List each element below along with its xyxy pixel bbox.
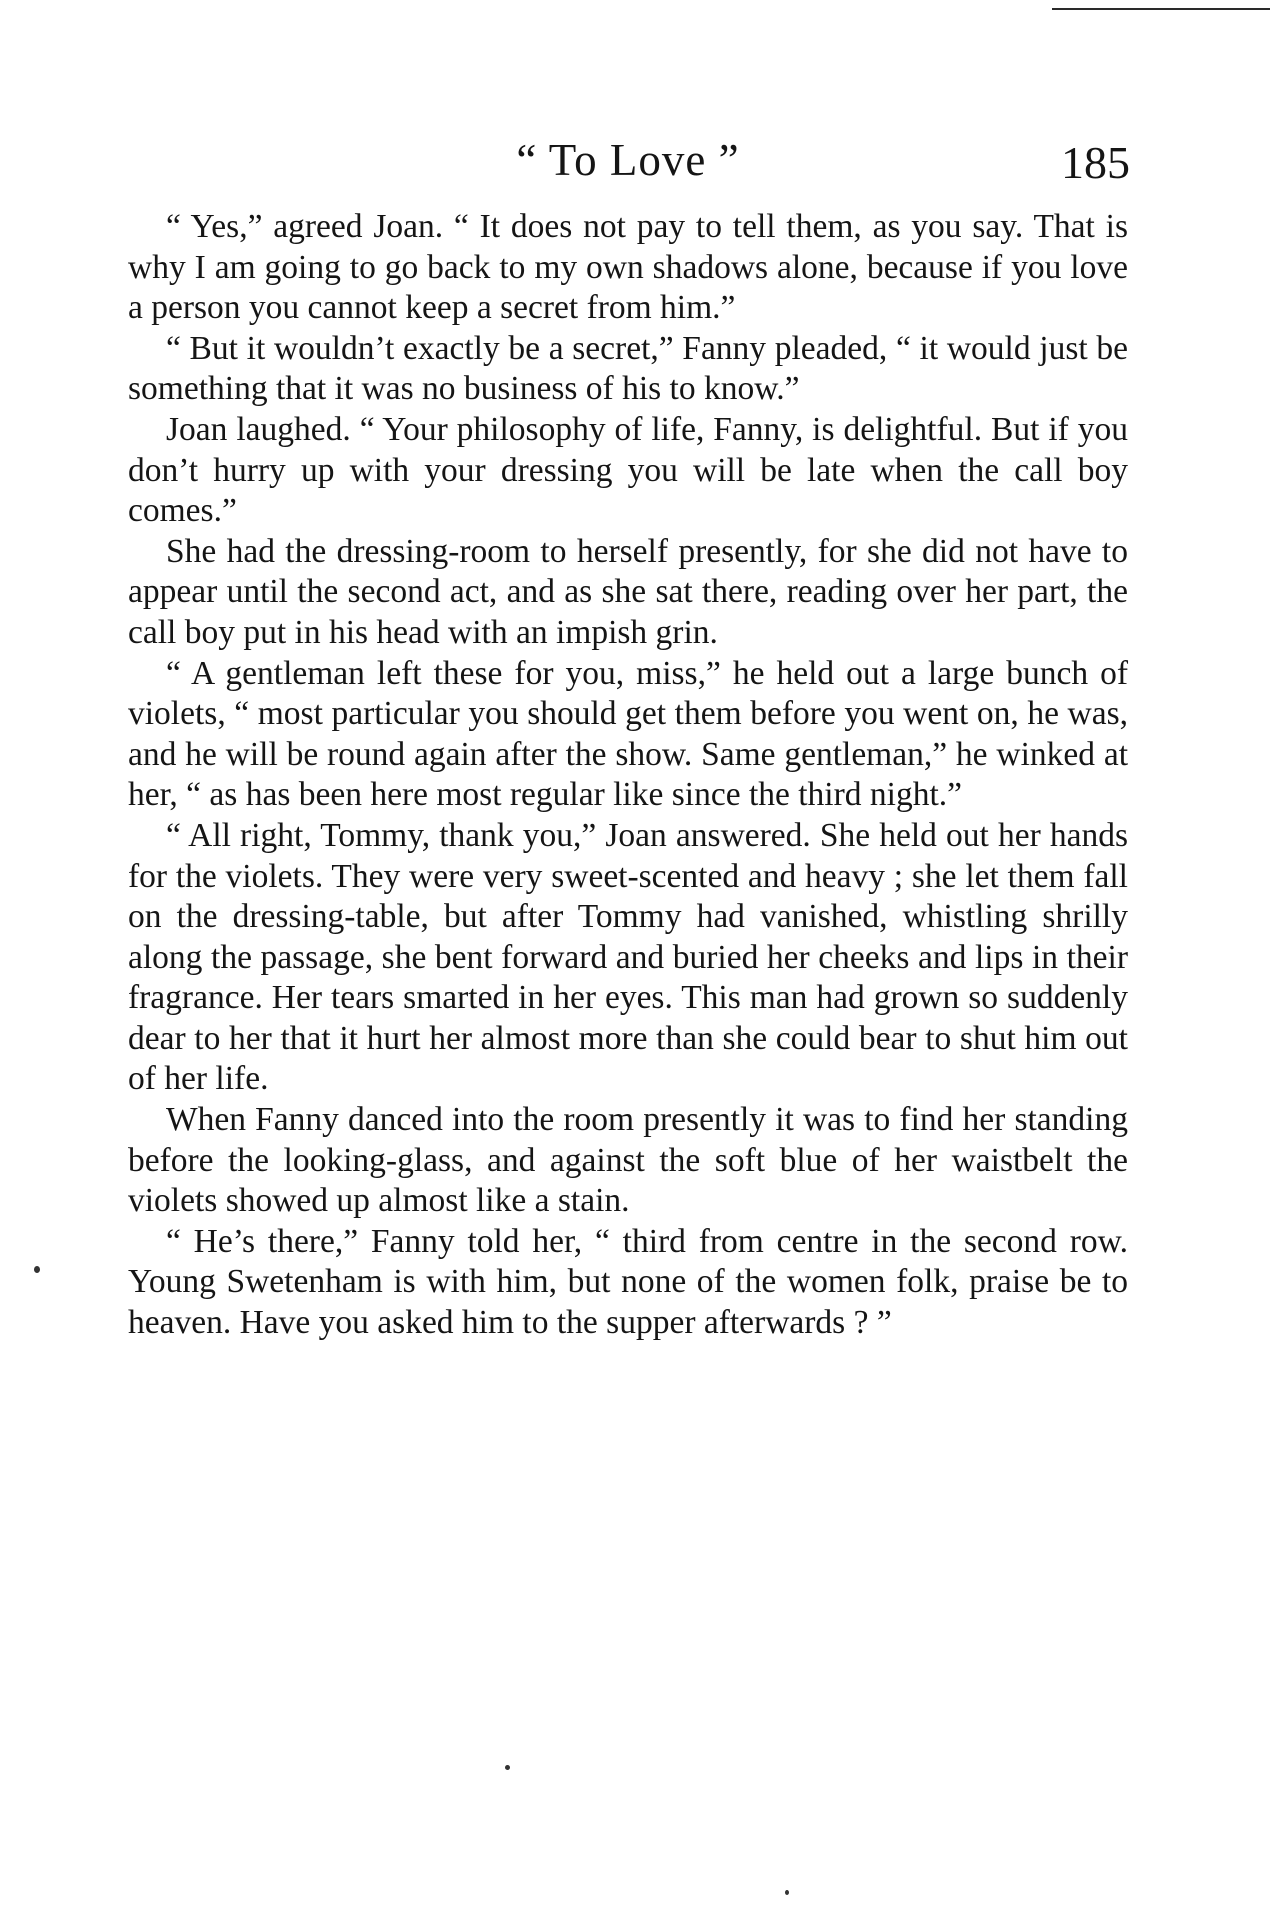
paragraph: “ He’s there,” Fanny told her, “ third from centre in the second row. Young Swetenham is with him, but none of the women folk, praise be to heaven. Have you asked him to the supper afterwards ? ” bbox=[128, 1222, 1128, 1342]
body-text bbox=[128, 207, 1128, 1344]
paragraph: “ Yes,” agreed Joan. “ It does not pay to tell them, as you say. That is why I am going to go back to my own shadows alone, because if you love a person you cannot keep a secret from him.” bbox=[128, 208, 1128, 327]
paragraph: Joan laughed. “ Your philosophy of life, Fanny, is delightful. But if you don’t hurry up with your dressing you will be late when the call boy comes.” bbox=[128, 410, 1128, 530]
paragraph: “ A gentleman left these for you, miss,” he held out a large bunch of violets, “ most particular you should get them before you went on, he was, and he will be round again after the show. Same gentleman,” he winked at her, “ as has been here most regular like since the third night.” bbox=[128, 654, 1128, 814]
paragraph: “ All right, Tommy, thank you,” Joan answered. She held out her hands for the violets. They were very sweet-scented and heavy ; she let them fall on the dressing-table, but after Tommy had vanished, whistling shrilly along the passage, she bent forward and buried her cheeks and lips in their fragrance. Her tears smarted in her eyes. This man had grown so suddenly dear to her that it hurt her almost more than she could bear to shut him out of her life. bbox=[128, 816, 1128, 1098]
page-number: 185 bbox=[1061, 137, 1130, 188]
top-rule bbox=[1052, 8, 1270, 10]
scan-speck bbox=[505, 1765, 510, 1770]
paragraph: “ But it wouldn’t exactly be a secret,” Fanny pleaded, “ it would just be something that it was no business of his to know.” bbox=[128, 329, 1128, 408]
scan-speck bbox=[34, 1266, 40, 1273]
scan-speck bbox=[785, 1890, 789, 1895]
paragraph: When Fanny danced into the room presently it was to find her standing before the looking-glass, and against the soft blue of her waistbelt the violets showed up almost like a stain. bbox=[128, 1101, 1128, 1220]
paragraph: She had the dressing-room to herself presently, for she did not have to appear until the second act, and as she sat there, reading over her part, the call boy put in his head with an impish grin. bbox=[128, 532, 1128, 651]
running-title: “ To Love ” bbox=[516, 135, 740, 185]
page-header bbox=[128, 134, 1128, 194]
